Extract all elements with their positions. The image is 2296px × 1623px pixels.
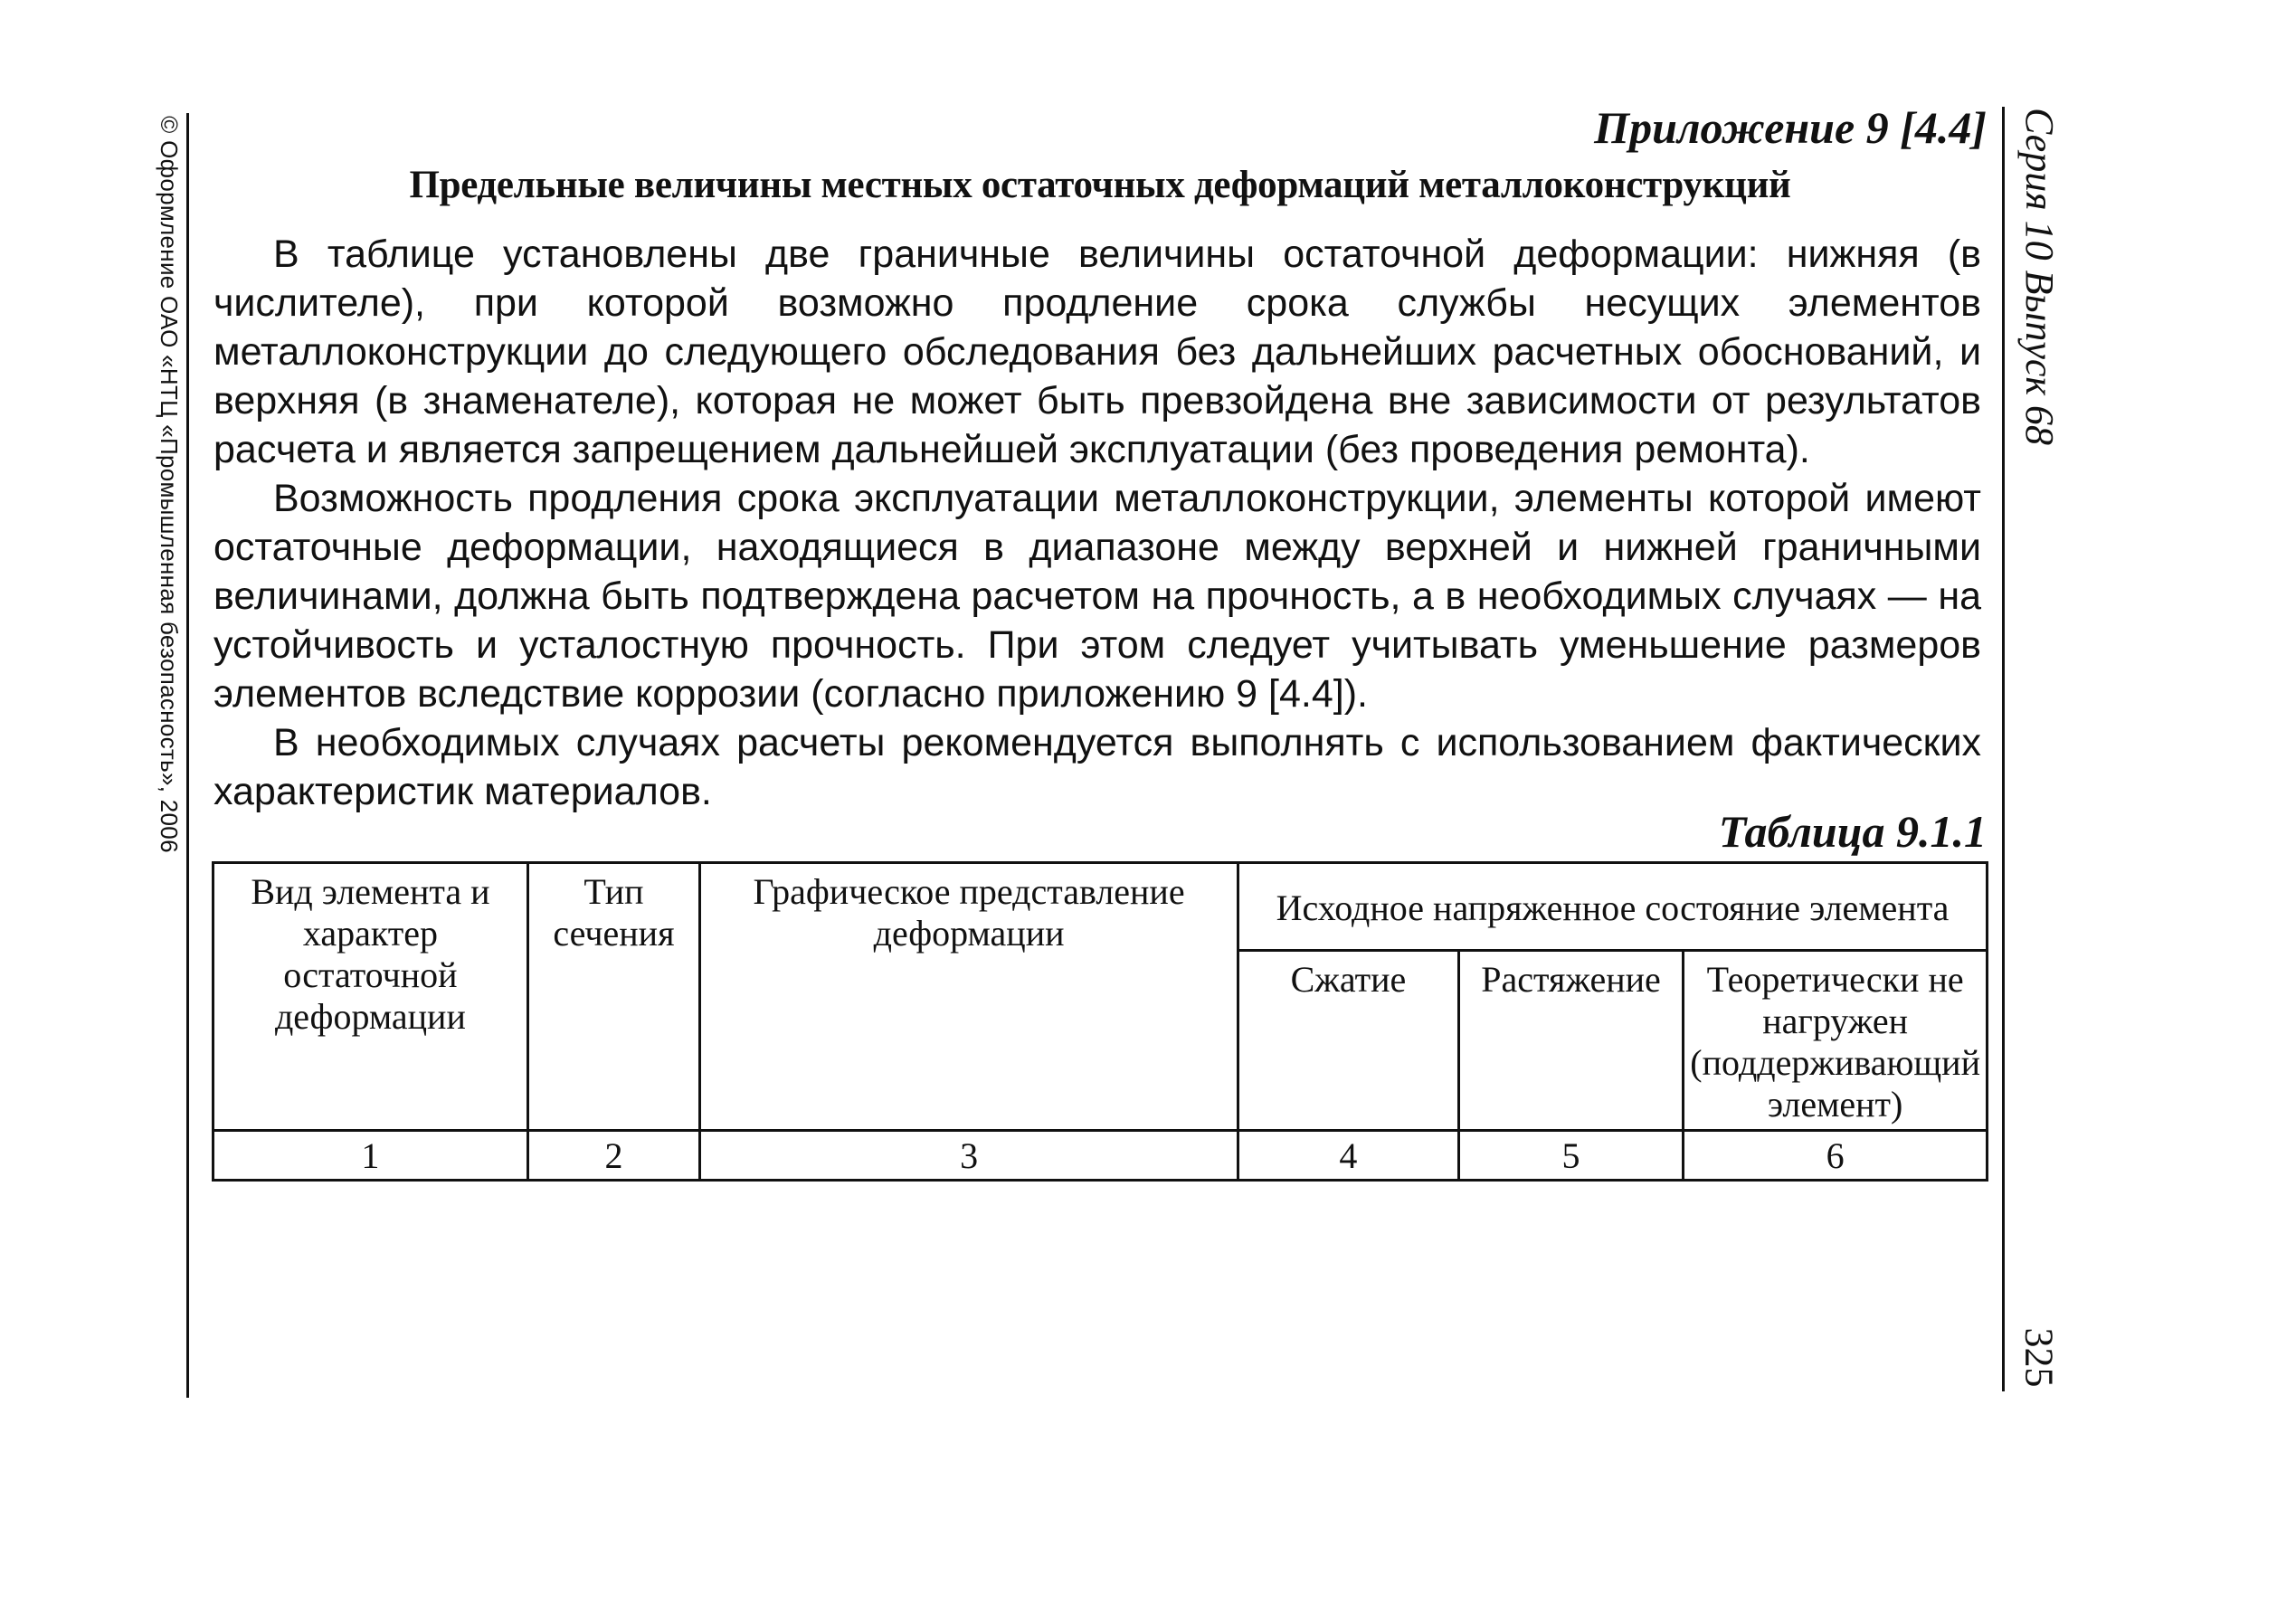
column-number: 6 (1684, 1131, 1988, 1181)
header-compression: Сжатие (1238, 951, 1459, 1131)
table-header-row-1 (213, 863, 1988, 951)
appendix-label: Приложение 9 [4.4] (1594, 102, 1987, 153)
column-number: 4 (1238, 1131, 1459, 1181)
left-margin-rule (186, 113, 189, 1398)
header-element-type: Вид элемента и характер остаточной деформации (213, 863, 528, 1131)
paragraph-1: В таблице установлены две граничные величины остаточной деформации: нижняя (в числителе), при которой возможно продление срока службы несущих элементов металлоконструкции до следующего обследования без дальнейших расчетных обоснований, и верхняя (в знаменателе), которая не может быть превзойдена вне зависимости от результатов расчета и является запрещением дальнейшей эксплуатации (без проведения ремонта). (213, 233, 1981, 471)
copyright-margin (152, 109, 185, 859)
series-margin (2012, 100, 2066, 452)
table-label: Таблица 9.1.1 (1718, 806, 1987, 857)
header-stress-state: Исходное напряженное состояние элемента (1238, 863, 1988, 951)
body-text (213, 230, 1981, 816)
column-number: 1 (213, 1131, 528, 1181)
column-number: 2 (527, 1131, 699, 1181)
page-title: Предельные величины местных остаточных деформаций металлоконструкций (409, 164, 1791, 206)
paragraph-3: В необходимых случаях расчеты рекомендуется выполнять с использованием фактических характеристик материалов. (213, 721, 1981, 813)
column-number-row (213, 1131, 1988, 1181)
page-number-text: 325 (2016, 1327, 2062, 1387)
series-text: Серия 10 Выпуск 68 (2016, 107, 2062, 445)
header-graphic: Графическое представление деформации (700, 863, 1238, 1131)
paragraph-2: Возможность продления срока эксплуатации металлоконструкции, элементы которой имеют остаточные деформации, находящиеся в диапазоне между верхней и нижней граничными величинами, должна быть подтверждена расчетом на прочность, а в необходимых случаях — на устойчивость и усталостную прочность. При этом следует учитывать уменьшение размеров элементов вследствие коррозии (согласно приложению 9 [4.4]). (213, 477, 1981, 716)
header-unloaded: Теоретически не нагружен (поддерживающий элемент) (1684, 951, 1988, 1131)
deformation-table (212, 861, 1988, 1182)
copyright-text: © Оформление ОАО «НТЦ «Промышленная безопасность», 2006 (155, 115, 183, 853)
page-number (2012, 1312, 2066, 1402)
column-number: 3 (700, 1131, 1238, 1181)
header-tension: Растяжение (1458, 951, 1684, 1131)
column-number: 5 (1458, 1131, 1684, 1181)
right-margin-rule (2002, 107, 2005, 1391)
header-section-type: Тип сечения (527, 863, 699, 1131)
